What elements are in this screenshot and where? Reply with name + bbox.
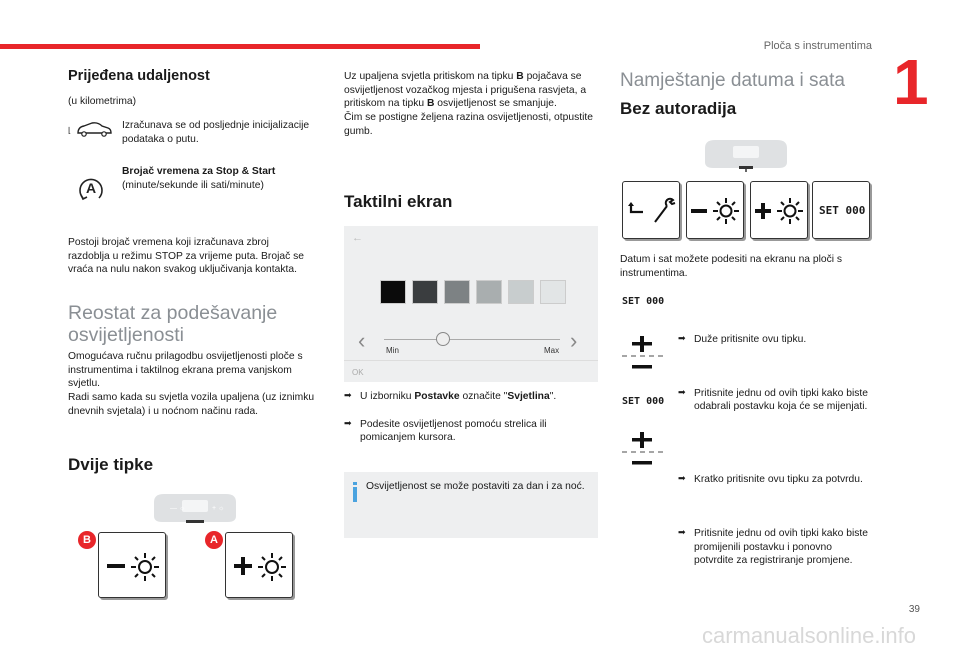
step-2-text: Pritisnite jednu od ovih tipki kako biste odabrali postavku koja će se mijenjati. xyxy=(694,387,868,413)
info-box xyxy=(344,472,598,538)
step-4 xyxy=(678,527,868,568)
info-icon xyxy=(352,482,358,500)
color-swatch[interactable] xyxy=(508,280,534,304)
dashboard-sketch-icon xyxy=(152,492,238,529)
rheostat-title: Reostat za podešavanje osvijetljenosti xyxy=(68,302,278,347)
right-arrow-icon[interactable]: › xyxy=(570,328,578,353)
b1-menu: Postavke xyxy=(414,391,460,402)
date-time-title: Namještanje datuma i sata xyxy=(620,70,845,91)
b1-mid: označite " xyxy=(459,391,508,402)
minus-brightness-icon xyxy=(687,182,745,240)
bullet-arrow-icon: ➡ xyxy=(344,390,352,400)
svg-text:+ ☼: + ☼ xyxy=(212,505,225,512)
plus-minus-keys-icon xyxy=(620,336,666,377)
bullet-arrow-icon: ➡ xyxy=(344,417,352,428)
distance-title: Prijeđena udaljenost xyxy=(68,68,210,84)
b1-pre: U izborniku xyxy=(360,391,415,402)
distance-item-text: Izračunava se od posljednje inicijalizacije podataka o putu. xyxy=(122,120,310,145)
b1-option: Svjetlina xyxy=(507,391,550,402)
left-arrow-icon[interactable]: ‹ xyxy=(358,328,366,353)
set-button-label: SET 000 xyxy=(819,204,866,217)
slider-min-label: Min xyxy=(386,346,399,355)
dim-minus-button[interactable] xyxy=(98,532,166,598)
header-red-bar xyxy=(0,44,480,49)
step-3-text: Kratko pritisnite ovu tipku za potvrdu. xyxy=(694,474,863,486)
dashboard-sketch-icon xyxy=(703,138,789,177)
set-button[interactable] xyxy=(812,181,870,239)
chapter-number: 1 xyxy=(893,46,929,118)
svg-text:⌊: ⌊ xyxy=(68,126,72,135)
page-number: 39 xyxy=(908,604,920,615)
minus-button[interactable] xyxy=(686,181,744,239)
back-wrench-button[interactable] xyxy=(622,181,680,239)
stop-start-title: Brojač vremena za Stop & Start xyxy=(122,166,276,177)
svg-text:A: A xyxy=(85,180,97,196)
bullet-adjust xyxy=(344,418,596,445)
plus-button[interactable] xyxy=(750,181,808,239)
brightness-slider-knob[interactable] xyxy=(436,332,450,346)
intro-key-b2: B xyxy=(426,98,435,110)
label-b-badge: B xyxy=(78,531,96,549)
step-4-text: Pritisnite jednu od ovih tipki kako biste promijenili postavku i ponovno potvrdite za registriranje promjene. xyxy=(694,527,868,567)
stop-start-icon xyxy=(76,171,106,210)
svg-text:— ☼: — ☼ xyxy=(170,505,186,512)
back-arrow-icon[interactable]: ← xyxy=(352,232,363,244)
touch-screen-illustration xyxy=(344,226,598,382)
intro-key-b1: B xyxy=(516,71,524,82)
info-text: Osvijetljenost se može postaviti za dan i za noć. xyxy=(366,481,585,492)
step-1-text: Duže pritisnite ovu tipku. xyxy=(694,334,807,346)
slider-max-label: Max xyxy=(544,346,560,355)
plus-brightness-icon xyxy=(751,182,809,240)
stop-start-units: (minute/sekunde ili sati/minute) xyxy=(122,179,264,191)
brightness-slider-track[interactable] xyxy=(384,339,560,340)
car-distance-icon xyxy=(68,119,114,144)
intro-text-2: pojačava se osvijetljenost vozačkog mjesta i prigušena rasvjeta, a pritiskom na tipku xyxy=(344,71,587,110)
color-swatch[interactable] xyxy=(412,280,438,304)
set-key-icon: SET 000 xyxy=(622,396,665,407)
step-3 xyxy=(678,473,868,487)
intro-text-1: Uz upaljena svjetla pritiskom na tipku xyxy=(344,71,517,82)
stop-start-text xyxy=(122,165,312,192)
brightness-intro xyxy=(344,70,596,138)
dim-plus-button[interactable] xyxy=(225,532,293,598)
color-swatch[interactable] xyxy=(476,280,502,304)
color-swatch[interactable] xyxy=(380,280,406,304)
bullet-arrow-icon: ➡ xyxy=(678,473,686,484)
date-time-intro: Datum i sat možete podesiti na ekranu na ploči s instrumentima. xyxy=(620,254,843,279)
plus-brightness-icon xyxy=(226,533,294,599)
plus-minus-keys-icon xyxy=(620,432,666,473)
step-2 xyxy=(678,387,868,414)
set-key-icon: SET 000 xyxy=(622,296,665,307)
ok-button[interactable]: OK xyxy=(352,368,364,377)
two-keys-title: Dvije tipke xyxy=(68,455,154,474)
intro-text-3: osvijetljenost se smanjuje. Čim se postigne željena razina osvijetljenosti, otpustite gumb. xyxy=(344,98,593,137)
minus-brightness-icon xyxy=(99,533,167,599)
stop-timer-paragraph: Postoji brojač vremena koji izračunava zbroj razdoblja u režimu STOP za vrijeme puta. Brojač se vraća na nulu nakon svakog uključivanja kontakta. xyxy=(68,237,304,276)
distance-subtitle: (u kilometrima) xyxy=(68,96,137,107)
back-wrench-icon xyxy=(623,182,681,240)
bullet-arrow-icon: ➡ xyxy=(678,333,686,344)
bullet-settings xyxy=(344,390,596,404)
watermark: carmanualsonline.info xyxy=(701,623,916,648)
screen-divider xyxy=(344,360,598,361)
rheostat-text: Omogućava ručnu prilagodbu osvijetljenosti ploče s instrumentima i taktilnog ekrana prema vanjskom svjetlu. Radi samo kada su svjetla vozila upaljena (uz iznimku dnevnih svjetala) i u noćnom načinu rada. xyxy=(68,351,315,417)
step-1 xyxy=(678,333,868,347)
b2-text: Podesite osvijetljenost pomoću strelica ili pomicanjem kursora. xyxy=(360,418,547,444)
bullet-arrow-icon: ➡ xyxy=(678,526,686,537)
color-swatch[interactable] xyxy=(540,280,566,304)
color-swatch-row xyxy=(380,280,566,304)
label-a-badge: A xyxy=(205,531,223,549)
touch-screen-title: Taktilni ekran xyxy=(344,192,453,211)
b1-post: ". xyxy=(549,391,557,402)
bullet-arrow-icon: ➡ xyxy=(678,386,686,397)
no-radio-subtitle: Bez autoradija xyxy=(620,99,737,118)
color-swatch[interactable] xyxy=(444,280,470,304)
section-header: Ploča s instrumentima xyxy=(763,40,872,52)
